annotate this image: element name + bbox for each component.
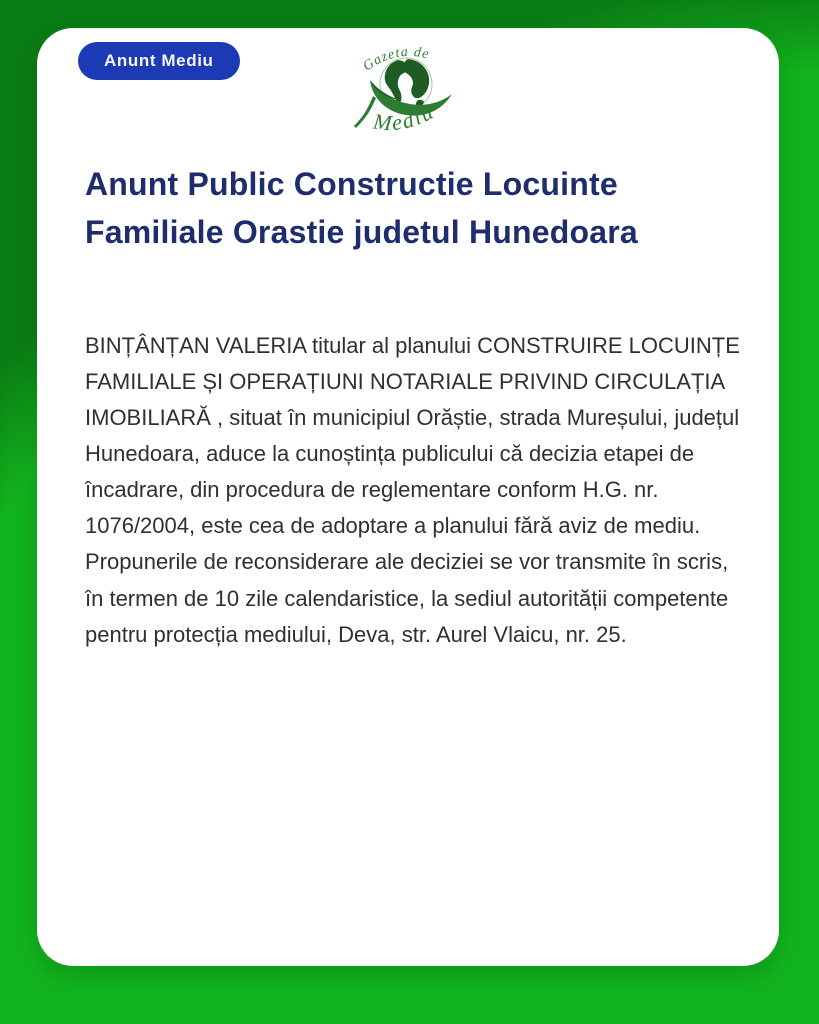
gazeta-de-mediu-logo xyxy=(342,32,474,138)
logo-top-text: Gazeta de xyxy=(360,44,431,75)
category-badge xyxy=(78,42,240,80)
announcement-card xyxy=(37,28,779,966)
page-title-line-1: Anunt Public Constructie Locuinte xyxy=(85,166,618,203)
page-title-line-2: Familiale Orastie judetul Hunedoara xyxy=(85,213,638,250)
announcement-body: BINȚÂNȚAN VALERIA titular al planului CONSTRUIRE LOCUINȚE FAMILIALE ȘI OPERAȚIUNI NOTARIALE PRIVIND CIRCULAȚIA IMOBILIARĂ , situat în municipiul Orăștie, strada Mureșului, județul Hunedoara, aduce la cunoștința publicului că decizia etapei de încadrare, din procedura de reglementare conform H.G. nr. 1076/2004, este cea de adoptare a planului fără aviz de mediu. Propunerile de reconsiderare ale deciziei se vor transmite în scris, în termen de 10 zile calendaristice, la sediul autorității competente pentru protecția mediului, Deva, str. Aurel Vlaicu, nr. 25. xyxy=(85,333,740,647)
page-title xyxy=(85,161,750,256)
logo-bottom-text: Mediu xyxy=(372,98,439,136)
category-badge-label: Anunt Mediu xyxy=(104,51,214,70)
